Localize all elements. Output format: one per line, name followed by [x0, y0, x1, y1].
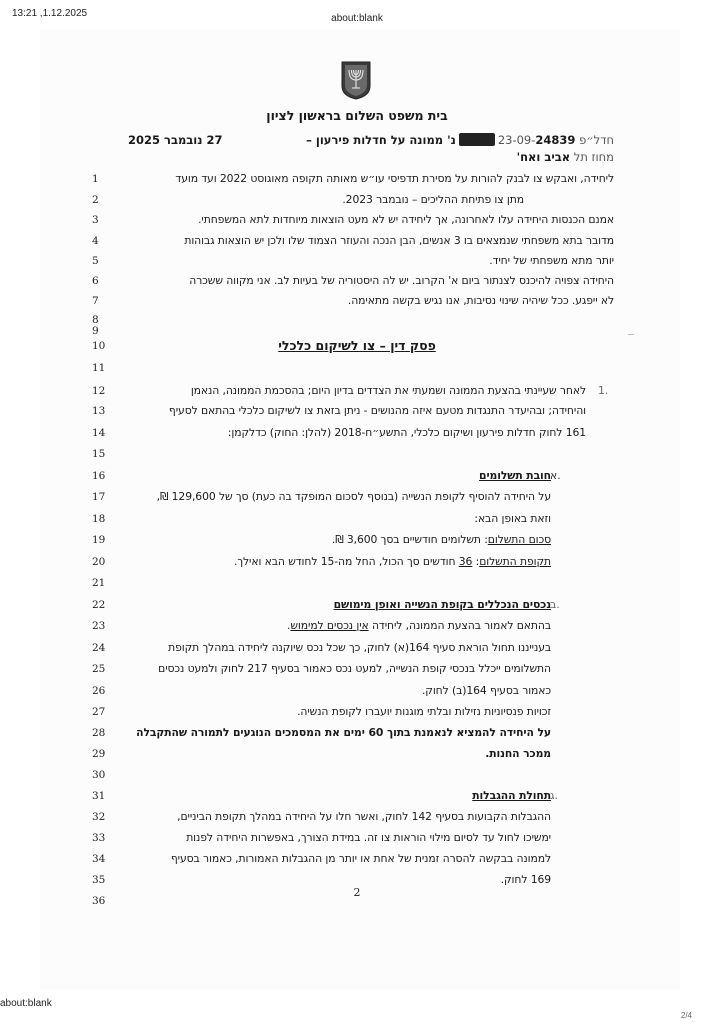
- line-number: 15: [92, 448, 106, 460]
- line-number: 21: [92, 577, 106, 589]
- print-header: [0, 0, 714, 30]
- line-number: 27: [92, 706, 106, 718]
- parties-gray: מחוז תל: [573, 150, 614, 164]
- line-number: 6: [92, 275, 99, 287]
- court-name: בית משפט השלום בראשון לציון: [266, 108, 448, 123]
- text-line: ליחידה, ואבקש צו לבנק להורות על מסירת תדפיסי עו״ש מאותה תקופה מאוגוסט 2022 ועד מועד: [175, 172, 614, 185]
- text-line: ממכר החנות.: [485, 747, 551, 760]
- text-line: מתן צו פתיחת ההליכים – נובמבר 2023.: [342, 193, 524, 206]
- line-number: 33: [92, 832, 106, 844]
- line-number: 23: [92, 620, 106, 632]
- text-line: יותר מתא משפחתי של יחיד.: [489, 254, 614, 267]
- line-number: 31: [92, 790, 106, 802]
- case-caption: [306, 133, 614, 147]
- text-line: מדובר בתא משפחתי שנמצאים בו 3 אנשים, הבן הנכה והעוזר הצמוד שלו ולכן יש הוצאות גבוהות: [184, 234, 614, 247]
- text-line: וזאת באופן הבא:: [474, 512, 551, 525]
- payment-months: 36: [458, 555, 473, 568]
- text-line: בענייננו תחול הוראת סעיף 164(א) לחוק, כך שכל נכס שיוקנה ליחידה במהלך תקופת: [168, 641, 551, 654]
- page-number: 2: [353, 886, 361, 899]
- case-parties: [517, 150, 614, 164]
- text-line: על היחידה להוסיף לקופת הנשייה (בנוסף לסכום המופקד בה כעת) סך של 129,600 ₪,: [156, 490, 551, 503]
- section-enum: .א: [550, 469, 561, 482]
- text-line: לאחר שעיינתי בהצעת הממונה ושמעתי את הצדדים בדיון היום; בהסכמת הממונה, הנאמן: [190, 384, 586, 397]
- scan-mark: [628, 334, 634, 335]
- line-number: 5: [92, 255, 99, 267]
- line-number: 32: [92, 811, 106, 823]
- text-line: 161 לחוק חדלות פירעון ושיקום כלכלי, התשע״ח-2018 (להלן: החוק) כדלקמן:: [227, 426, 586, 439]
- text-line: ההגבלות הקבועות בסעיף 142 לחוק, ואשר חלו על היחידה במהלך תקופת הביניים,: [177, 810, 551, 823]
- section-enum: .ג: [550, 789, 558, 802]
- document-title: פסק דין – צו לשיקום כלכלי: [278, 338, 436, 353]
- line-number: 10: [92, 340, 106, 352]
- print-header-url: about:blank: [331, 13, 383, 24]
- case-prefix: חדל״פ 23-09-: [497, 133, 614, 147]
- text-line: לא ייפגע. ככל שיהיה שינוי נסיבות, אנו נגיש בקשה מתאימה.: [347, 294, 614, 307]
- line-number: 2: [92, 194, 99, 206]
- line-number: 36: [92, 895, 106, 907]
- document-date: 27 נובמבר 2025: [128, 133, 223, 147]
- redaction-mark: [459, 133, 495, 146]
- line-number: 8: [92, 314, 99, 326]
- text-line: 169 לחוק.: [500, 873, 551, 886]
- text-line: כאמור בסעיף 164(ב) לחוק.: [421, 684, 551, 697]
- line-number: 35: [92, 874, 106, 886]
- payment-period-label: תקופת התשלום: [479, 555, 551, 568]
- print-page-counter: 2/4: [680, 1011, 692, 1020]
- line-number: 29: [92, 748, 106, 760]
- line-number: 13: [92, 405, 106, 417]
- line-number: 34: [92, 853, 106, 865]
- line-number: 19: [92, 534, 106, 546]
- line-number: 7: [92, 295, 99, 307]
- case-versus: נ' ממונה על חדלות פירעון –: [306, 133, 456, 147]
- text-line: על היחידה להמציא לנאמנת בתוך 60 ימים את המסמכים הנוגעים לתמורה שהתקבלה: [136, 726, 551, 739]
- text-line: אמנם הכנסות היחידה עלו לאחרונה, אך ליחידה יש לא מעט הוצאות מיוחדות לתא המשפחתי.: [198, 213, 614, 226]
- parties-bold: אביב ואח': [516, 150, 571, 164]
- state-emblem-icon: [340, 60, 372, 100]
- line-number: 30: [92, 769, 106, 781]
- payment-amount-label: סכום התשלום: [487, 533, 551, 546]
- text-line: והיחידה; ובהיעדר התנגדות מטעם איזה מהנושים - ניתן בזאת צו לשיקום כלכלי בהתאם לסעיף: [168, 404, 586, 417]
- line-number: 25: [92, 663, 106, 675]
- line-number: 11: [92, 362, 106, 374]
- section-heading: חובת תשלומים: [479, 469, 551, 482]
- line-number: 28: [92, 727, 106, 739]
- line-number: 1: [92, 173, 99, 185]
- case-number: 24839: [535, 133, 576, 147]
- line-number: 4: [92, 235, 99, 247]
- text-line: זכויות פנסיוניות נזילות ובלתי מוגנות יועברו לקופת הנשיה.: [297, 705, 551, 718]
- print-footer-url: about:blank: [0, 998, 52, 1009]
- line-number: 22: [92, 599, 106, 611]
- line-number: 9: [92, 325, 99, 337]
- line-number: 17: [92, 491, 106, 503]
- text-line: סכום התשלום: תשלומים חודשיים בסך 3,600 ₪.: [331, 533, 551, 546]
- section-enum: .ב: [550, 598, 560, 611]
- text-line: לממונה בבקשה להסרה זמנית של אחת או יותר מן ההגבלות האמורות, כאמור בסעיף: [170, 852, 551, 865]
- line-number: 18: [92, 513, 106, 525]
- text-line: בהתאם לאמור בהצעת הממונה, ליחידה אין נכסים למימוש.: [287, 619, 551, 632]
- section-enum: .1: [598, 384, 609, 397]
- text-line: תקופת התשלום: 36 חודשים סך הכול, החל מה-15 לחודש הבא ואילך.: [233, 555, 551, 568]
- line-number: 24: [92, 642, 106, 654]
- line-number: 12: [92, 385, 106, 397]
- line-number: 16: [92, 470, 106, 482]
- section-heading: תחולת ההגבלות: [472, 789, 551, 802]
- line-number: 14: [92, 427, 106, 439]
- line-number: 26: [92, 685, 106, 697]
- text-line: התשלומים ייכלל בנכסי קופת הנשייה, למעט נכס כאמור בסעיף 217 לחוק ולמעט נכסים: [158, 662, 551, 675]
- text-line: ימשיכו לחול עד לסיום מילוי הוראות צו זה. במידת הצורך, באפשרות היחידה לפנות: [186, 831, 551, 844]
- line-number: 3: [92, 214, 99, 226]
- line-number: 20: [92, 556, 106, 568]
- text-line: היחידה צפויה להיכנס לצנתור ביום א' הקרוב. יש לה היסטוריה של בעיות לב. אני מקווה ששכרה: [189, 274, 614, 287]
- print-timestamp: 13:21 ,1.12.2025: [12, 8, 88, 19]
- section-heading: נכסים הנכללים בקופת הנשייה ואופן מימושם: [333, 598, 551, 611]
